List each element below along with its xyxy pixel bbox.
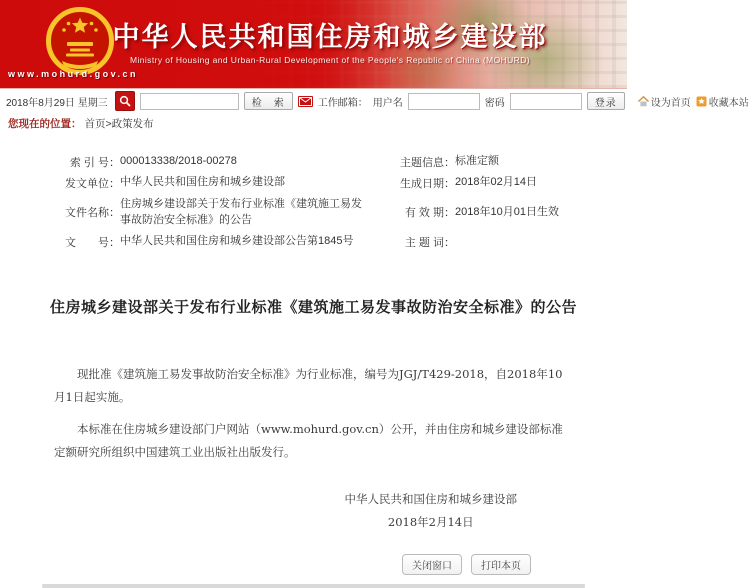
meta-label: 文 号： (65, 236, 120, 249)
close-window-button[interactable]: 关闭窗口 (402, 554, 462, 575)
bottom-divider-bar (42, 584, 585, 588)
site-header-banner (0, 0, 627, 89)
search-input[interactable] (140, 93, 239, 110)
breadcrumb-path[interactable]: 首页>政策发布 (84, 117, 154, 130)
meta-value: 2018年10月01日生效 (455, 205, 559, 218)
meta-row-keywords (393, 231, 587, 252)
print-page-button[interactable]: 打印本页 (471, 554, 531, 575)
meta-row-doc-no (58, 231, 363, 252)
login-button[interactable]: 登录 (587, 92, 625, 110)
search-button[interactable]: 检 索 (244, 92, 293, 110)
meta-value: 中华人民共和国住房和城乡建设部 (120, 176, 285, 189)
set-homepage-label: 设为首页 (650, 97, 691, 109)
meta-row-index-no (58, 151, 363, 172)
bookmark-label: 收藏本站 (708, 97, 749, 109)
meta-label: 发文单位： (65, 177, 120, 190)
ministry-subtitle-en: Ministry of Housing and Urban-Rural Development of the People's Republic of China (MOHURD) (130, 55, 530, 65)
sign-date: 2018年2月14日 (387, 515, 474, 529)
username-label: 用户名 (372, 97, 403, 109)
bookmark-link[interactable] (696, 94, 749, 109)
meta-value: 住房城乡建设部关于发布行业标准《建筑施工易发事故防治安全标准》的公告 (120, 197, 362, 226)
meta-value: 标准定额 (455, 155, 499, 168)
signer-name: 中华人民共和国住房和城乡建设部 (344, 492, 517, 506)
search-icon[interactable] (115, 91, 135, 111)
metadata-left-column (58, 151, 363, 252)
signature-block (345, 488, 518, 534)
meta-row-doc-name (58, 193, 363, 231)
breadcrumb-label: 您现在的位置： (8, 117, 82, 130)
meta-row-create-date (393, 172, 587, 193)
site-url: www.mohurd.gov.cn (8, 69, 138, 79)
meta-value: 000013338/2018-00278 (120, 155, 237, 168)
password-label: 密码 (484, 97, 505, 109)
username-input[interactable] (408, 93, 480, 110)
breadcrumb (0, 113, 627, 133)
meta-row-topic-info (393, 151, 587, 172)
meta-value: 中华人民共和国住房和城乡建设部公告第1845号 (120, 235, 354, 248)
paragraph-2: 本标准在住房城乡建设部门户网站（www.mohurd.gov.cn）公开，并由住房和城乡建设部标准定额研究所组织中国建筑工业出版社出版发行。 (54, 422, 563, 459)
current-date: 2018年8月29日 星期三 (6, 97, 108, 109)
mailbox-label: 工作邮箱： (317, 97, 368, 109)
home-icon (638, 96, 649, 107)
meta-value: 2018年02月14日 (455, 176, 537, 189)
password-input[interactable] (510, 93, 582, 110)
top-toolbar (0, 89, 749, 113)
meta-row-issuer (58, 172, 363, 193)
document-metadata (58, 151, 587, 252)
meta-label: 主 题 词： (404, 236, 455, 249)
set-homepage-link[interactable] (638, 94, 691, 109)
document-title: 住房城乡建设部关于发布行业标准《建筑施工易发事故防治安全标准》的公告 (49, 298, 577, 316)
meta-label: 生成日期： (400, 177, 455, 190)
paragraph-1: 现批准《建筑施工易发事故防治安全标准》为行业标准，编号为JGJ/T429-2018，自2018年10月1日起实施。 (54, 367, 563, 404)
mail-icon (298, 96, 313, 107)
meta-label: 文件名称： (65, 207, 120, 219)
meta-label: 主题信息： (400, 156, 455, 169)
footer-actions (0, 554, 531, 575)
meta-row-valid-date (393, 193, 587, 231)
document-body (54, 363, 563, 464)
ministry-title: 中华人民共和国住房和城乡建设部 (112, 22, 548, 53)
metadata-right-column (363, 151, 587, 252)
meta-label: 有 效 期： (404, 207, 455, 219)
meta-label: 索 引 号： (69, 156, 120, 169)
bookmark-icon (696, 96, 707, 107)
